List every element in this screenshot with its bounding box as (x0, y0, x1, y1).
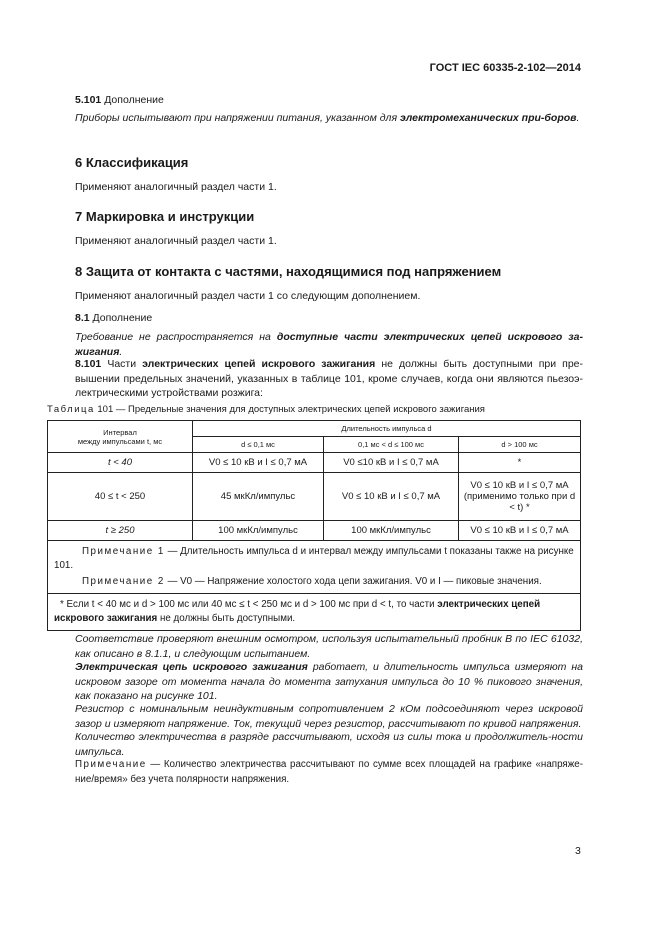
sub-header-3: d > 100 мс (459, 437, 581, 453)
cell-value: V0 ≤ 10 кВ и I ≤ 0,7 мА (применимо только при d < t) * (459, 473, 581, 521)
cell-value: 45 мкКл/импульс (193, 473, 324, 521)
col-interval-header (48, 421, 193, 453)
table-notes (48, 541, 581, 594)
section-5-101-text (75, 111, 583, 126)
section-6-text: Применяют аналогичный раздел части 1. (75, 181, 277, 193)
text-part: . (119, 345, 123, 358)
cell-value: 100 мкКл/импульс (324, 521, 459, 541)
cell-value: V0 ≤ 10 кВ и I ≤ 0,7 мА (193, 453, 324, 473)
table-note-2 (54, 575, 574, 589)
cell-value: V0 ≤ 10 кВ и I ≤ 0,7 мА (459, 521, 581, 541)
page-number: 3 (575, 845, 581, 857)
pulse-duration-header: Длительность импульса d (193, 421, 581, 437)
table-row (48, 453, 581, 473)
note-text: — Длительность импульса d и интервал между импульсами t показаны также на рисунке 101. (54, 546, 574, 571)
section-title: Дополнение (92, 312, 153, 324)
text-part: работает, и длительность импульса измеряют на искровом зазоре от момента начала до момента затухания импульса до 10 % пикового значения, как показано на рисунке 101. (75, 661, 583, 702)
section-7-heading: 7 Маркировка и инструкции (75, 209, 255, 224)
note-text: — V0 — Напряжение холостого хода цепи зажигания. V0 и I — пиковые значения. (164, 576, 542, 587)
text-part: Приборы испытывают при напряжении питания, указанном для (75, 112, 400, 124)
section-8-101-text (75, 357, 583, 401)
header-line: Интервал (103, 427, 137, 437)
table-caption-text: 101 — Предельные значения для доступных электрических цепей искрового зажигания (94, 404, 485, 415)
table-footnote-row (48, 594, 581, 631)
sub-header-1: d ≤ 0,1 мс (193, 437, 324, 453)
sub-header-2: 0,1 мс < d ≤ 100 мс (324, 437, 459, 453)
cell-interval: 40 ≤ t < 250 (48, 473, 193, 521)
section-8-1-requirement (75, 330, 583, 359)
section-8-1-title (75, 311, 152, 326)
section-8-text: Применяют аналогичный раздел части 1 со следующим дополнением. (75, 290, 421, 302)
term-bold: электрических цепей искрового зажигания (142, 358, 376, 370)
note-label: Примечание (75, 759, 147, 770)
cell-value: V0 ≤10 кВ и I ≤ 0,7 мА (324, 453, 459, 473)
compliance-paragraph-3: Резистор с номинальным неиндуктивным сопротивлением 2 кОм подсоединяют через искровой зазор и измеряют напряжение. Ток, текущий через резистор, рассчитывают по кривой напряжения. (75, 703, 583, 730)
section-8-heading: 8 Защита от контакта с частями, находящимися под напряжением (75, 264, 502, 279)
section-title: Дополнение (104, 94, 164, 106)
note-label: Примечание 2 (82, 576, 165, 587)
table-notes-row (48, 541, 581, 594)
section-number: 5.101 (75, 94, 102, 106)
section-5-101-title (75, 93, 164, 108)
compliance-paragraph-4: Количество электричества в разряде рассчитывают, исходя из силы тока и продолжитель-ности импульса. (75, 731, 583, 758)
section-7-text: Применяют аналогичный раздел части 1. (75, 235, 277, 247)
document-header: ГОСТ IEC 60335-2-102—2014 (429, 62, 581, 74)
text-part: Требование не распространяется на (75, 331, 277, 343)
section-6-heading: 6 Классификация (75, 155, 189, 170)
table-row (48, 473, 581, 521)
cell-value: V0 ≤ 10 кВ и I ≤ 0,7 мА (324, 473, 459, 521)
limits-table (47, 420, 581, 631)
compliance-paragraph-2 (75, 660, 583, 704)
note-text: — Количество электричества рассчитывают по сумме всех площадей на графике «напряже-ние/время» без учета полярности напряжения. (75, 759, 583, 785)
text-part: не должны быть доступными при пре-вышении предельных значений, указанных в таблице 101, кроме случаев, когда они являются пьезоэ-лектрическими устройствами розжига: (75, 358, 583, 399)
cell-value: 100 мкКл/импульс (193, 521, 324, 541)
term-bold: доступные части электрических цепей искрового за-жигания (75, 331, 583, 358)
note-label: Примечание 1 (82, 546, 165, 557)
footnote-text: * Если t < 40 мс и d > 100 мс или 40 мс ≤ t < 250 мс и d > 100 мс при d < t, то части (60, 599, 438, 610)
table-note-1 (54, 545, 574, 573)
header-line: между импульсами t, мс (77, 436, 163, 446)
compliance-paragraph-1: Соответствие проверяют внешним осмотром, используя испытательный пробник B по IEC 61032, как описано в 8.1.1, и следующим испытанием. (75, 633, 583, 660)
text-part: . (576, 112, 580, 124)
table-caption-label: Таблица (47, 404, 95, 415)
table-footnote (48, 594, 581, 631)
cell-interval: t < 40 (48, 453, 193, 473)
text-part: Части (107, 358, 143, 370)
term-bold: электрических цепей искрового зажигания (54, 599, 541, 624)
footnote-text: не должны быть доступными. (157, 613, 296, 624)
table-row (48, 521, 581, 541)
cell-interval: t ≥ 250 (48, 521, 193, 541)
cell-value: * (459, 453, 581, 473)
table-caption (47, 403, 485, 418)
term-bold: электромеханических при-боров (399, 112, 577, 124)
section-number: 8.101 (75, 358, 102, 370)
final-note (75, 758, 583, 787)
term-bold: Электрическая цепь искрового зажигания (75, 661, 308, 673)
section-number: 8.1 (75, 312, 90, 324)
